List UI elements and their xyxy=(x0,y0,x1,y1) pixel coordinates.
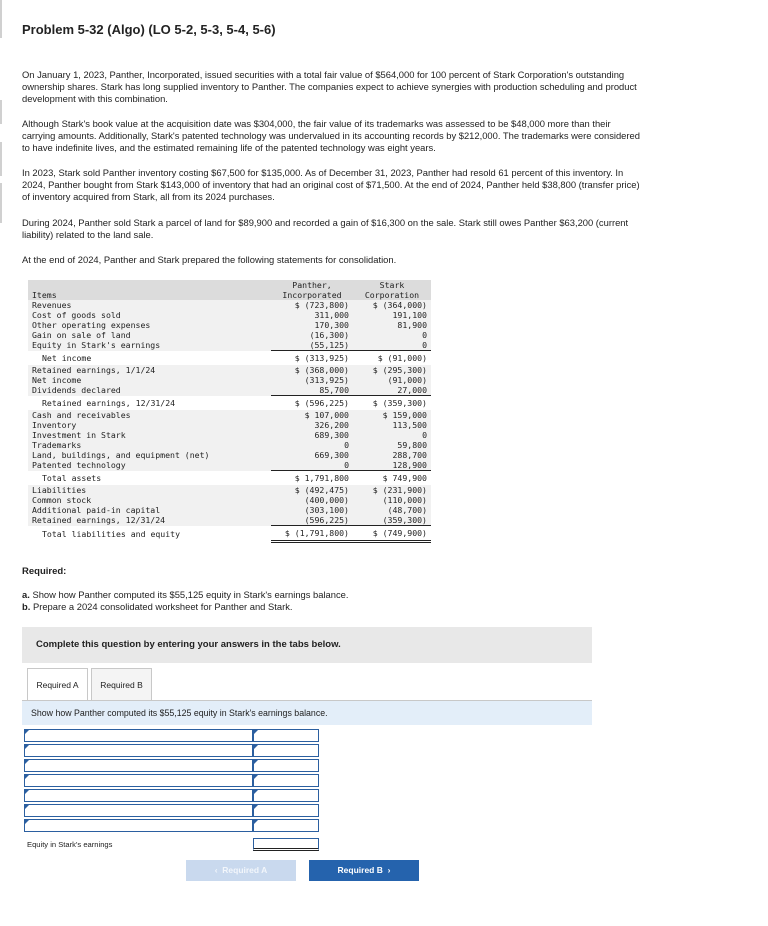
table-row: Dividends declared 85,700 27,000 xyxy=(28,385,431,396)
chevron-right-icon: › xyxy=(387,865,391,875)
input-marker-icon xyxy=(254,805,258,809)
answer-value-input[interactable] xyxy=(253,804,319,817)
table-row: Cost of goods sold 311,000 191,100 xyxy=(28,310,431,320)
financial-statements-table xyxy=(28,280,431,543)
answer-label-input[interactable] xyxy=(24,729,253,742)
answer-total-label: Equity in Stark's earnings xyxy=(24,838,253,851)
problem-title: Problem 5-32 (Algo) (LO 5-2, 5-3, 5-4, 5-6) xyxy=(22,22,276,37)
left-edge-rule xyxy=(0,100,2,124)
paragraph-3: In 2023, Stark sold Panther inventory costing $67,500 for $135,000. As of December 31, 2023, Panther had resold 61 percent of this inventory. In 2024, Panther bought from Stark $143,000 of inventory that had an original cost of $71,500. At the end of 2024, Panther held $38,800 (transfer price) of inventory acquired from Stark, all from its 2024 purchases. xyxy=(22,167,640,202)
table-row: Gain on sale of land (16,300) 0 xyxy=(28,330,431,340)
answer-value-input[interactable] xyxy=(253,789,319,802)
left-edge-rule xyxy=(0,183,2,223)
table-row: Trademarks 0 59,800 xyxy=(28,440,431,450)
answer-value-input[interactable] xyxy=(253,819,319,832)
paragraph-4: During 2024, Panther sold Stark a parcel of land for $89,900 and recorded a gain of $16,300 on the sale. Stark still owes Panther $63,200 (current liability) related to the land sale. xyxy=(22,217,629,240)
answer-row xyxy=(24,789,319,802)
table-total-row: Net income $ (313,925) $ (91,000) xyxy=(28,351,431,366)
input-marker-icon xyxy=(254,820,258,824)
answer-row xyxy=(24,744,319,757)
input-marker-icon xyxy=(254,790,258,794)
paragraph-1: On January 1, 2023, Panther, Incorporated, issued securities with a total fair value of $564,000 for 100 percent of Stark Corporation's outstanding ownership shares. Stark has long supplied inventory to Panther. The companies expect to achieve synergies with production scheduling and product development with this combination. xyxy=(22,69,637,104)
dropdown-marker-icon xyxy=(25,730,29,734)
answer-label-input[interactable] xyxy=(24,759,253,772)
required-b-text: b. Prepare a 2024 consolidated worksheet for Panther and Stark. xyxy=(22,601,293,612)
table-row: Inventory 326,200 113,500 xyxy=(28,420,431,430)
answer-row xyxy=(24,804,319,817)
paragraph-2: Although Stark's book value at the acquisition date was $304,000, the fair value of its trademarks was assessed to be $48,000 more than their carrying amounts. Additionally, Stark's patented technology was undervalued in its accounting records by $212,000. The trademarks were considered to have indefinite lives, and the estimated remaining life of the patented technology was eight years. xyxy=(22,118,640,153)
tab-required-b[interactable]: Required B xyxy=(91,668,152,700)
dropdown-marker-icon xyxy=(25,760,29,764)
answer-label-input[interactable] xyxy=(24,744,253,757)
table-row: Patented technology 0 128,900 xyxy=(28,460,431,471)
table-row: Additional paid-in capital (303,100) (48,700) xyxy=(28,505,431,515)
table-row: Other operating expenses 170,300 81,900 xyxy=(28,320,431,330)
tab-required-a[interactable]: Required A xyxy=(27,668,88,700)
dropdown-marker-icon xyxy=(25,745,29,749)
table-row: Investment in Stark 689,300 0 xyxy=(28,430,431,440)
answer-row xyxy=(24,774,319,787)
answer-label-input[interactable] xyxy=(24,804,253,817)
dropdown-marker-icon xyxy=(25,820,29,824)
required-heading: Required: xyxy=(22,566,67,577)
answer-row xyxy=(24,729,319,742)
answer-total-row xyxy=(24,838,319,851)
answer-label-input[interactable] xyxy=(24,819,253,832)
answer-value-input[interactable] xyxy=(253,729,319,742)
table-row: Land, buildings, and equipment (net) 669,300 288,700 xyxy=(28,450,431,460)
table-row: Cash and receivables $ 107,000 $ 159,000 xyxy=(28,410,431,420)
instructions-banner: Complete this question by entering your answers in the tabs below. xyxy=(22,627,592,663)
header-panther: Panther, Incorporated xyxy=(271,280,353,300)
answer-value-input[interactable] xyxy=(253,774,319,787)
table-total-row: Total assets $ 1,791,800 $ 749,900 xyxy=(28,471,431,486)
answer-row xyxy=(24,759,319,772)
input-marker-icon xyxy=(254,775,258,779)
table-header-row xyxy=(28,280,431,300)
dropdown-marker-icon xyxy=(25,775,29,779)
header-items: Items xyxy=(28,280,271,300)
table-row: Liabilities $ (492,475) $ (231,900) xyxy=(28,485,431,495)
answer-value-input[interactable] xyxy=(253,759,319,772)
table-row: Revenues $ (723,800) $ (364,000) xyxy=(28,300,431,310)
left-edge-rule xyxy=(0,142,2,176)
answer-label-input[interactable] xyxy=(24,774,253,787)
dropdown-marker-icon xyxy=(25,805,29,809)
table-row: Retained earnings, 12/31/24 (596,225) (359,300) xyxy=(28,515,431,526)
input-marker-icon xyxy=(254,760,258,764)
chevron-left-icon: ‹ xyxy=(214,865,218,875)
table-row: Equity in Stark's earnings (55,125) 0 xyxy=(28,340,431,351)
tab-instruction: Show how Panther computed its $55,125 equity in Stark's earnings balance. xyxy=(22,701,592,725)
table-row: Common stock (400,000) (110,000) xyxy=(28,495,431,505)
prev-button: ‹ Required A xyxy=(186,860,296,881)
input-marker-icon xyxy=(254,730,258,734)
table-total-row: Retained earnings, 12/31/24 $ (596,225) $ (359,300) xyxy=(28,396,431,411)
next-button[interactable]: Required B › xyxy=(309,860,419,881)
paragraph-5: At the end of 2024, Panther and Stark prepared the following statements for consolidation. xyxy=(22,254,397,265)
answer-value-input[interactable] xyxy=(253,744,319,757)
header-stark: Stark Corporation xyxy=(353,280,431,300)
input-marker-icon xyxy=(254,745,258,749)
table-total-row: Total liabilities and equity $ (1,791,800) $ (749,900) xyxy=(28,526,431,542)
required-a-text: a. Show how Panther computed its $55,125 equity in Stark's earnings balance. xyxy=(22,589,349,600)
table-row: Net income (313,925) (91,000) xyxy=(28,375,431,385)
answer-row xyxy=(24,819,319,832)
dropdown-marker-icon xyxy=(25,790,29,794)
table-row: Retained earnings, 1/1/24 $ (368,000) $ (295,300) xyxy=(28,365,431,375)
answer-total-input[interactable] xyxy=(253,838,319,851)
left-edge-rule xyxy=(0,0,2,38)
answer-label-input[interactable] xyxy=(24,789,253,802)
